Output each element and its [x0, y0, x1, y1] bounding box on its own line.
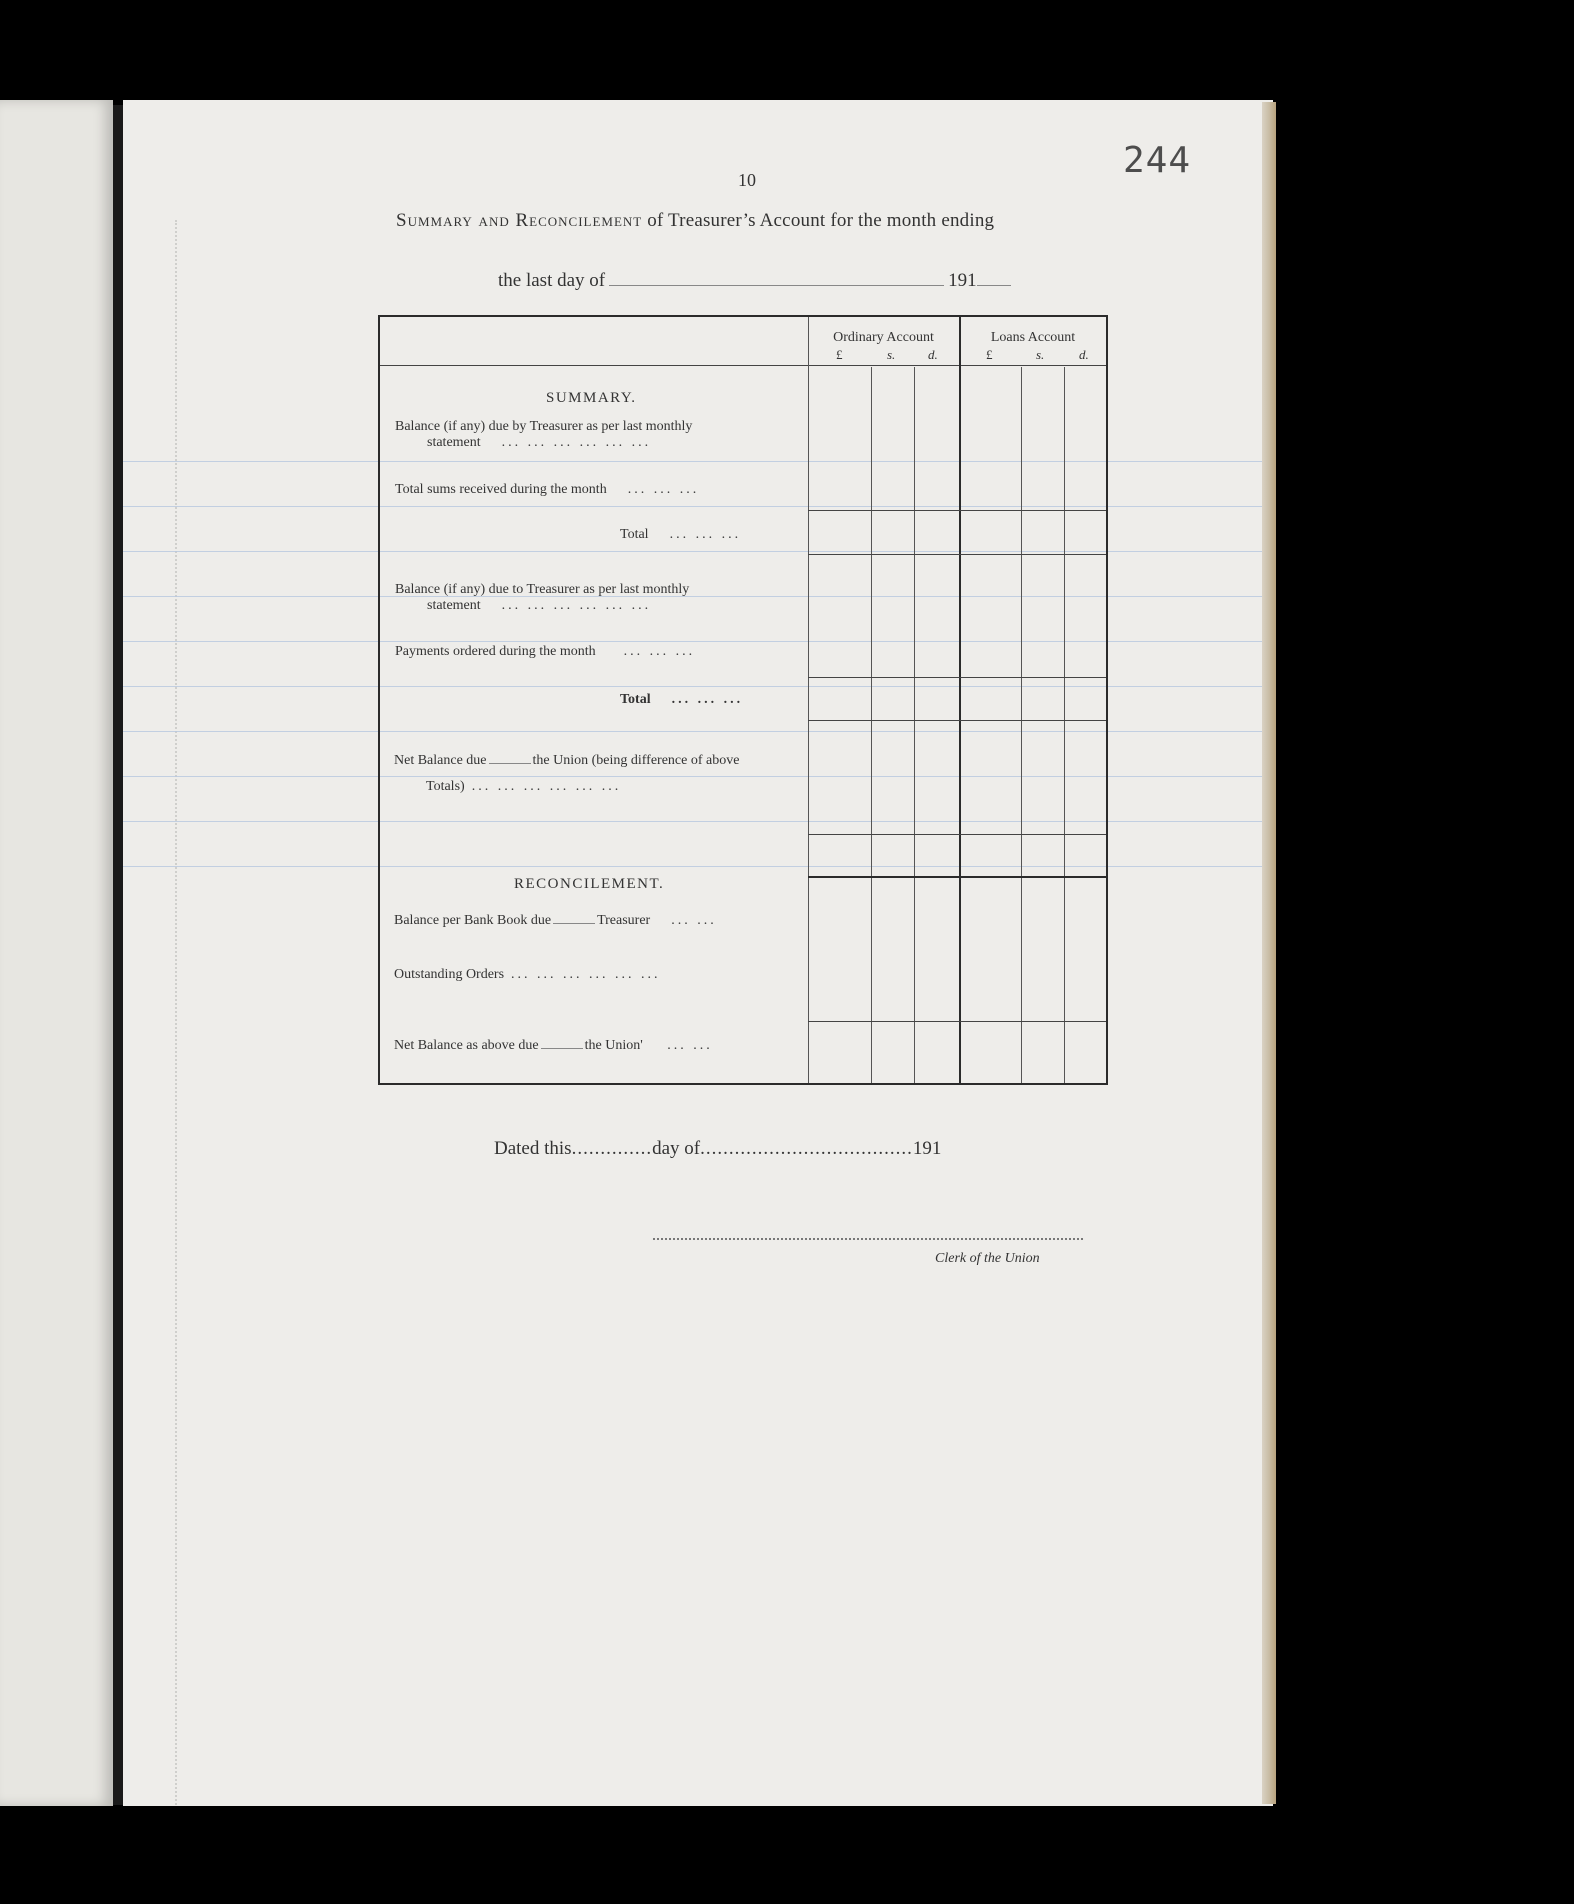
- net-balance-blank[interactable]: [489, 763, 531, 764]
- net-as-above-blank[interactable]: [541, 1048, 583, 1049]
- folio-number: 244: [1123, 140, 1192, 181]
- row-balance-due-by-2: statement ... ... ... ... ... ...: [427, 435, 652, 450]
- row-payments-ordered: Payments ordered during the month ... ... ...: [395, 644, 696, 659]
- row-net-as-above: Net Balance as above due the Union' ... ...: [394, 1038, 713, 1053]
- stitch-holes: [175, 220, 177, 1806]
- loans-shillings: s.: [1036, 347, 1045, 362]
- row-net-balance-2: Totals) ... ... ... ... ... ...: [426, 779, 622, 794]
- col-divider: [1064, 367, 1065, 1083]
- month-blank[interactable]: .....................................: [700, 1138, 913, 1159]
- page-edge: [1262, 102, 1276, 1804]
- loans-account-header: Loans Account: [990, 330, 1076, 345]
- loans-pounds: £: [986, 347, 993, 362]
- signature-caption: Clerk of the Union: [935, 1251, 1040, 1266]
- row-balance-due-by-1: Balance (if any) due by Treasurer as per last monthly: [395, 419, 693, 434]
- heading-small-caps: Summary and Reconcilement: [396, 210, 643, 231]
- day-blank[interactable]: ..............: [571, 1138, 653, 1159]
- reconcilement-title: RECONCILEMENT.: [514, 876, 665, 892]
- account-divider: [959, 317, 961, 1083]
- col-divider: [914, 367, 915, 1083]
- row-balance-due-to-1: Balance (if any) due to Treasurer as per last monthly: [395, 582, 690, 597]
- col-divider: [1021, 367, 1022, 1083]
- row-total-1: Total ... ... ...: [620, 527, 742, 542]
- date-blank[interactable]: [609, 285, 944, 286]
- total-rule: [808, 834, 1106, 835]
- row-net-balance-1: Net Balance due the Union (being difference of above: [394, 753, 740, 768]
- row-total-received: Total sums received during the month ... ... ...: [395, 482, 700, 497]
- left-page: [0, 100, 113, 1806]
- col-divider: [808, 317, 809, 1083]
- total-rule: [808, 1021, 1106, 1022]
- heading-rest: of Treasurer’s Account for the month ending: [647, 210, 995, 231]
- bank-book-blank[interactable]: [553, 923, 595, 924]
- page-number: 10: [738, 170, 756, 190]
- row-total-2: Total ... ... ...: [620, 692, 744, 707]
- double-rule: [808, 876, 1106, 878]
- ordinary-pounds: £: [836, 347, 843, 362]
- form-heading: [396, 210, 994, 232]
- year-blank[interactable]: [977, 285, 1011, 286]
- loans-pence: d.: [1079, 347, 1089, 362]
- total-rule: [808, 677, 1106, 678]
- row-bank-book: Balance per Bank Book due Treasurer ... ...: [394, 913, 717, 928]
- form-subheading: [498, 270, 1011, 292]
- col-divider: [871, 367, 872, 1083]
- summary-title: SUMMARY.: [546, 390, 637, 406]
- ordinary-pence: d.: [928, 347, 938, 362]
- row-outstanding-orders: Outstanding Orders ... ... ... ... ... ...: [394, 967, 661, 982]
- row-balance-due-to-2: statement ... ... ... ... ... ...: [427, 598, 652, 613]
- total-rule: [808, 510, 1106, 511]
- signature-line[interactable]: [653, 1238, 1083, 1240]
- header-divider: [380, 365, 1106, 366]
- subheading-year: 191: [948, 270, 977, 291]
- total-rule: [808, 554, 1106, 555]
- ordinary-shillings: s.: [887, 347, 896, 362]
- subheading-prefix: the last day of: [498, 270, 606, 291]
- dated-line: Dated this..............day of.....................................191: [494, 1138, 942, 1159]
- total-rule: [808, 720, 1106, 721]
- ordinary-account-header: Ordinary Account: [833, 330, 934, 345]
